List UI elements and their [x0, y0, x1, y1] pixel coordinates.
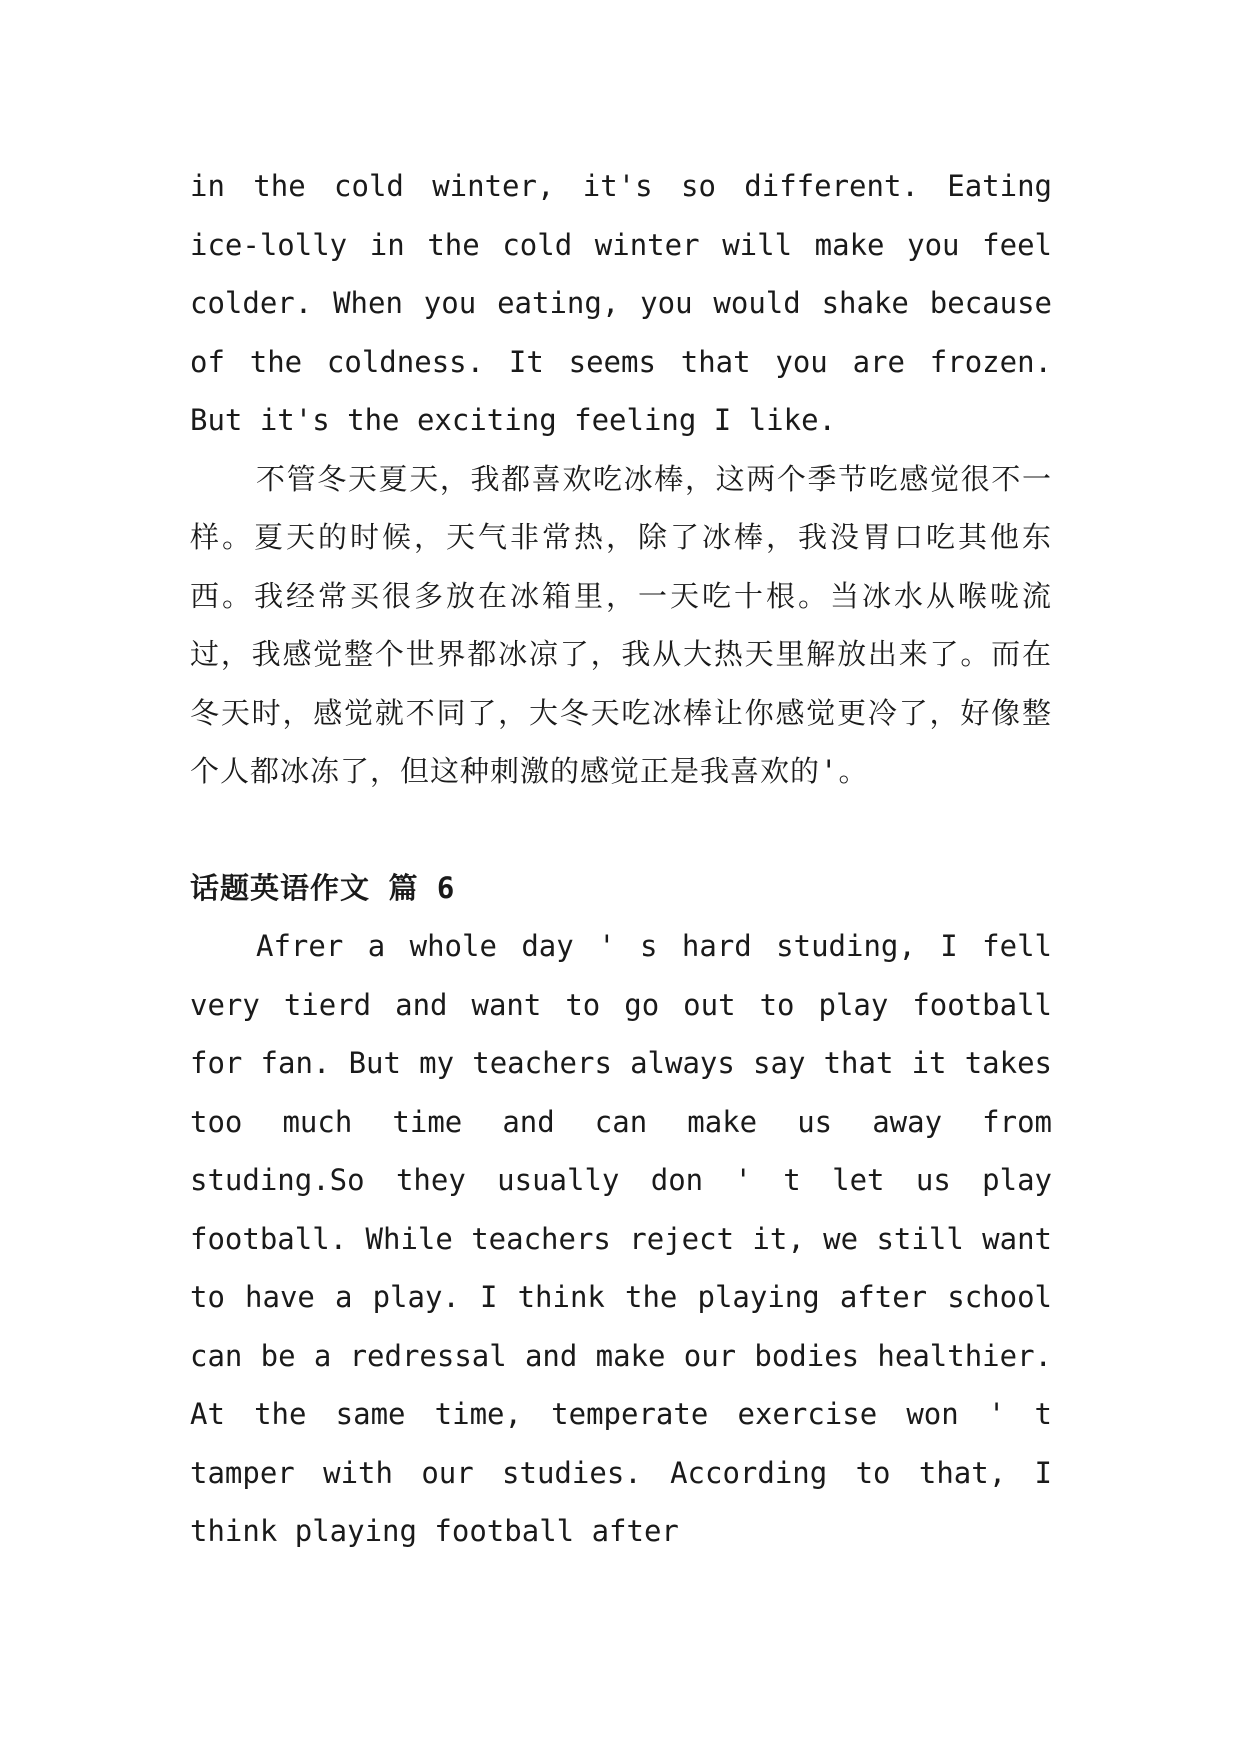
paragraph-chinese-translation: 不管冬天夏天，我都喜欢吃冰棒，这两个季节吃感觉很不一样。夏天的时候，天气非常热，除了冰棒，我没胃口吃其他东西。我经常买很多放在冰箱里，一天吃十根。当冰水从喉咙流过，我感觉整个世界都冰凉了，我从大热天里解放出来了。而在冬天时，感觉就不同了，大冬天吃冰棒让你感觉更冷了，好像整个人都冰冻了，但这种刺激的感觉正是我喜欢的'。	[190, 461, 1052, 788]
document-page	[190, 157, 1052, 1561]
paragraph-essay-6: Afrer a whole day ' s hard studing, I fell very tierd and want to go out to play football for fan. But my teachers always say that it takes too much time and can make us away from studing.So they usually don ' t let us play football. While teachers reject it, we still want to have a play. I think the playing after school can be a redressal and make our bodies healthier. At the same time, temperate exercise won ' t tamper with our studies. According to that, I think playing football after	[190, 929, 1052, 1548]
section-heading: 话题英语作文 篇 6	[190, 870, 456, 905]
paragraph-english-continued: in the cold winter, it's so different. Eating ice-lolly in the cold winter will make you feel colder. When you eating, you would shake because of the coldness. It seems that you are frozen. But it's the exciting feeling I like.	[190, 169, 1052, 437]
